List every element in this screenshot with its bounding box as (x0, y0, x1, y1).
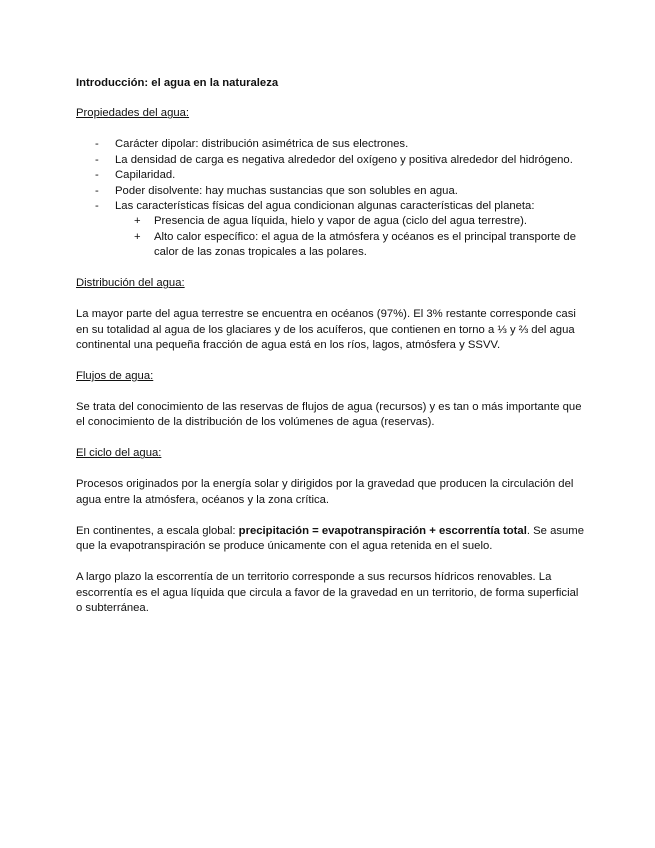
list-item (76, 137, 585, 152)
sub-list (115, 214, 585, 260)
dash-bullet: - (95, 200, 99, 213)
list-item (76, 184, 585, 199)
flujos-paragraph: Se trata del conocimiento de las reservas de flujos de agua (recursos) y es tan o más importante que el conocimiento de la distribución de los volúmenes de agua (reservas). (76, 401, 582, 429)
plus-bullet: + (134, 215, 141, 228)
dash-bullet: - (95, 153, 99, 166)
plus-bullet: + (134, 230, 141, 243)
water-balance-formula: precipitación = evapotranspiración + escorrentía total (238, 524, 527, 537)
sub-list-item (115, 230, 585, 261)
heading-propiedades: Propiedades del agua: (76, 107, 190, 120)
sub-list-item (115, 214, 585, 229)
list-item-text: Capilaridad. (115, 169, 176, 182)
sub-list-item-text: Alto calor específico: el agua de la atmósfera y océanos es el principal transporte de calor de las zonas tropicales a las polares. (154, 230, 576, 259)
heading-ciclo: El ciclo del agua: (76, 447, 162, 460)
ciclo-paragraph-2 (76, 524, 585, 555)
ciclo-p2-intro: En continentes, a escala global: (76, 524, 239, 537)
ciclo-p2-rest: . Se asume que la evapotranspiración se produce únicamente con el agua retenida en el suelo. (76, 524, 584, 553)
dash-bullet: - (95, 138, 99, 151)
distribucion-paragraph: La mayor parte del agua terrestre se encuentra en océanos (97%). El 3% restante corresponde casi en su totalidad al agua de los glaciares y de los acuíferos, que contienen en torno a ⅓ y ⅔ del agua continental una pequeña fracción de agua está en los ríos, lagos, atmósfera y SSVV. (76, 308, 576, 352)
document-title: Introducción: el agua en la naturaleza (76, 77, 279, 89)
dash-bullet: - (95, 169, 99, 182)
dash-bullet: - (95, 184, 99, 197)
ciclo-paragraph-3: A largo plazo la escorrentía de un territorio corresponde a sus recursos hídricos renovables. La escorrentía es el agua líquida que circula a favor de la gravedad en un territorio, de forma superficial o subterránea. (76, 571, 579, 615)
list-item (76, 153, 585, 168)
heading-flujos: Flujos de agua: (76, 370, 154, 383)
heading-distribucion: Distribución del agua: (76, 277, 185, 290)
list-item (76, 199, 585, 261)
list-item-text: Las características físicas del agua condicionan algunas características del planeta: (115, 200, 535, 213)
list-item-text: La densidad de carga es negativa alrededor del oxígeno y positiva alrededor del hidrógeno. (115, 153, 573, 166)
list-item-text: Carácter dipolar: distribución asimétrica de sus electrones. (115, 138, 409, 151)
ciclo-paragraph-1: Procesos originados por la energía solar y dirigidos por la gravedad que producen la circulación del agua entre la atmósfera, océanos y la zona crítica. (76, 478, 574, 506)
propiedades-list (76, 137, 585, 260)
list-item-text: Poder disolvente: hay muchas sustancias que son solubles en agua. (115, 184, 458, 197)
sub-list-item-text: Presencia de agua líquida, hielo y vapor de agua (ciclo del agua terrestre). (154, 215, 528, 228)
list-item (76, 168, 585, 183)
